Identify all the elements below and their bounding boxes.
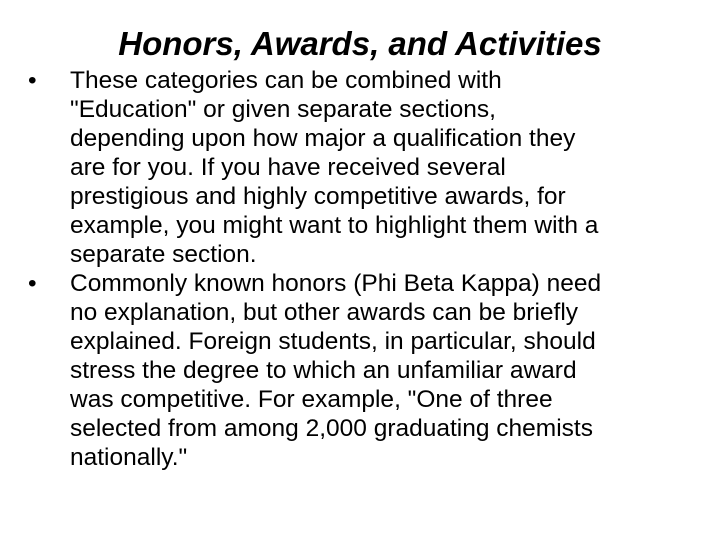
bullet-marker: • [28,270,37,297]
bullet-text-line: no explanation, but other awards can be briefly [70,299,579,326]
bullet-text-line: "Education" or given separate sections, [70,96,496,123]
bullet-item [28,66,700,269]
bullet-marker: • [28,67,37,94]
bullet-item [28,269,700,472]
bullet-text-line: nationally." [70,444,188,471]
bullet-text-line: These categories can be combined with [70,67,502,94]
slide-title: Honors, Awards, and Activities [118,25,602,62]
bullet-text-line: depending upon how major a qualification they [70,125,576,152]
bullet-text-line: selected from among 2,000 graduating chemists [70,415,593,442]
bullet-text-line: explained. Foreign students, in particular, should [70,328,596,355]
bullet-text-line: was competitive. For example, "One of three [70,386,553,413]
bullet-text-line: are for you. If you have received several [70,154,506,181]
bullet-text-line: stress the degree to which an unfamiliar award [70,357,577,384]
bullet-text-line: example, you might want to highlight them with a [70,212,599,239]
bullet-list [28,66,700,472]
bullet-text-line: Commonly known honors (Phi Beta Kappa) need [70,270,602,297]
bullet-text-line: separate section. [70,241,257,268]
bullet-text-line: prestigious and highly competitive awards, for [70,183,566,210]
